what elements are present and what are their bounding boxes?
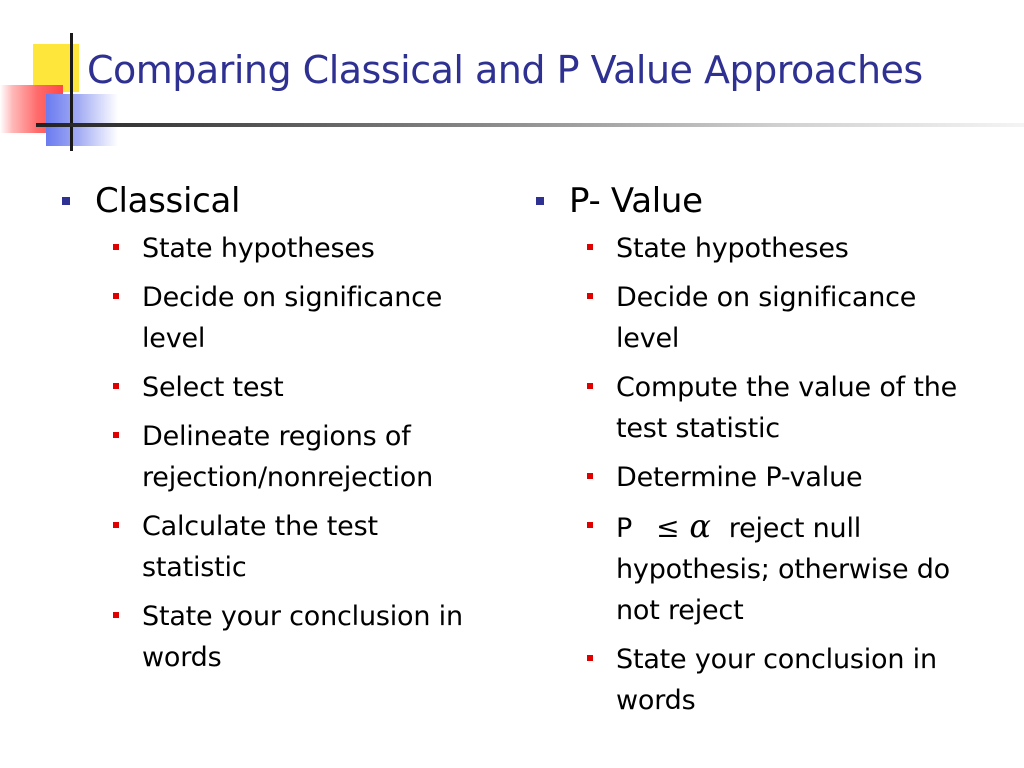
list-item	[587, 457, 976, 498]
p-value-heading-item	[536, 180, 976, 222]
decor-blue-square	[46, 94, 118, 146]
square-bullet-icon	[536, 197, 544, 205]
list-item	[113, 506, 502, 588]
square-bullet-icon	[587, 383, 593, 389]
classical-heading: Classical	[95, 181, 241, 221]
classical-steps-list	[113, 228, 502, 678]
list-item-text: Compute the value of the test statistic	[616, 372, 958, 444]
square-bullet-icon	[587, 522, 593, 528]
p-value-steps-list	[587, 228, 976, 721]
square-bullet-icon	[587, 655, 593, 661]
list-item	[113, 596, 502, 678]
list-item-text: Select test	[142, 372, 284, 403]
square-bullet-icon	[587, 473, 593, 479]
decor-title-underline	[36, 123, 1024, 127]
list-item	[587, 639, 976, 721]
list-item	[587, 228, 976, 269]
formula-item-text	[616, 506, 961, 631]
decor-vertical-line	[70, 33, 73, 151]
alpha-symbol: α	[689, 507, 711, 545]
list-item	[587, 367, 976, 449]
slide-title: Comparing Classical and P Value Approaches	[87, 48, 923, 92]
list-item-text: Decide on significance level	[142, 282, 443, 354]
list-item-text: Decide on significance level	[616, 282, 917, 354]
list-item-text: State hypotheses	[142, 233, 375, 264]
square-bullet-icon	[113, 612, 119, 618]
p-value-column	[536, 180, 976, 729]
square-bullet-icon	[587, 293, 593, 299]
list-item-text: State your conclusion in words	[616, 644, 937, 716]
square-bullet-icon	[113, 383, 119, 389]
list-item-text: Delineate regions of rejection/nonrejection	[142, 421, 434, 493]
classical-column	[62, 180, 502, 686]
square-bullet-icon	[587, 244, 593, 250]
formula-prefix: P	[616, 513, 633, 544]
formula-list-item	[587, 506, 976, 631]
list-item-text: Calculate the test statistic	[142, 511, 378, 583]
classical-heading-item	[62, 180, 502, 222]
p-value-heading: P- Value	[569, 181, 703, 221]
list-item-text: State hypotheses	[616, 233, 849, 264]
square-bullet-icon	[62, 197, 70, 205]
formula-suffix: reject null hypothesis; otherwise do not reject	[616, 513, 951, 626]
square-bullet-icon	[113, 522, 119, 528]
less-equal-symbol: ≤	[656, 511, 680, 544]
list-item	[113, 228, 502, 269]
list-item	[113, 367, 502, 408]
list-item	[587, 277, 976, 359]
list-item-text: State your conclusion in words	[142, 601, 463, 673]
list-item	[113, 277, 502, 359]
list-item	[113, 416, 502, 498]
square-bullet-icon	[113, 293, 119, 299]
square-bullet-icon	[113, 432, 119, 438]
square-bullet-icon	[113, 244, 119, 250]
list-item-text: Determine P-value	[616, 462, 863, 493]
